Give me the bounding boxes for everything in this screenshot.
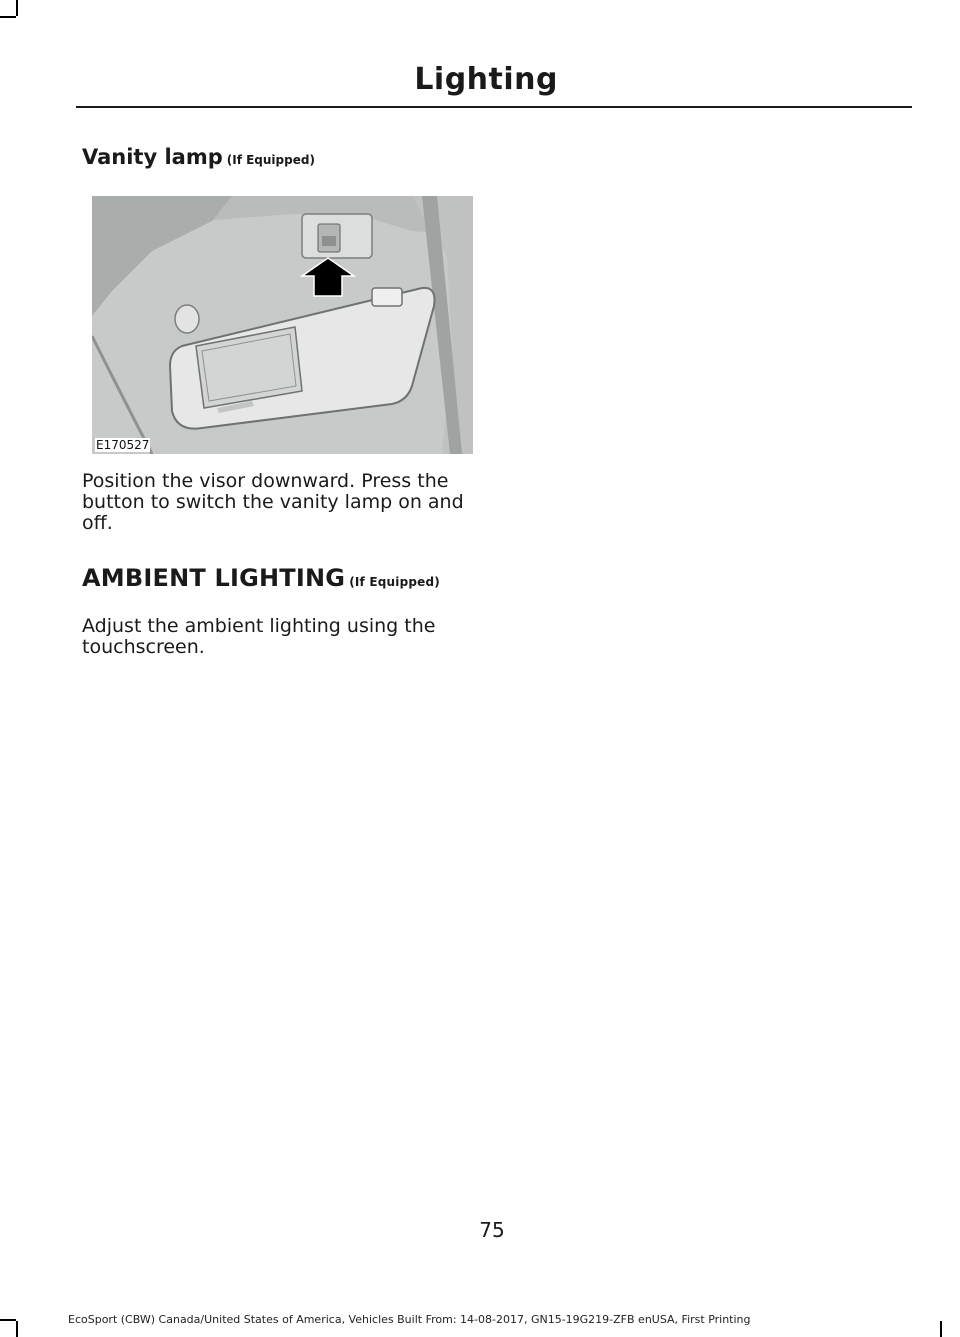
figure-id: E170527 xyxy=(96,438,150,452)
if-equipped-tag: (If Equipped) xyxy=(349,575,440,589)
heading-text: Vanity lamp xyxy=(82,145,223,169)
section-heading-vanity-lamp xyxy=(82,145,315,169)
footer-text: EcoSport (CBW) Canada/United States of America, Vehicles Built From: 14-08-2017, GN15-19G219-ZFB enUSA, First Printing xyxy=(68,1313,751,1326)
heading-text: AMBIENT LIGHTING xyxy=(82,564,346,592)
visor-drawing xyxy=(92,196,473,454)
section-heading-ambient-lighting xyxy=(82,564,440,592)
vanity-body-text: Position the visor downward. Press the button to switch the vanity lamp on and off. xyxy=(82,470,464,534)
header-rule xyxy=(76,106,912,108)
ambient-body-text: Adjust the ambient lighting using the touchscreen. xyxy=(82,615,436,658)
crop-mark xyxy=(0,16,16,18)
crop-mark xyxy=(16,0,18,16)
if-equipped-tag: (If Equipped) xyxy=(226,153,315,167)
crop-mark xyxy=(0,1319,16,1321)
vanity-lamp-illustration xyxy=(92,196,473,454)
page-title: Lighting xyxy=(414,62,558,97)
crop-mark xyxy=(16,1321,18,1337)
page-number: 75 xyxy=(479,1218,505,1242)
